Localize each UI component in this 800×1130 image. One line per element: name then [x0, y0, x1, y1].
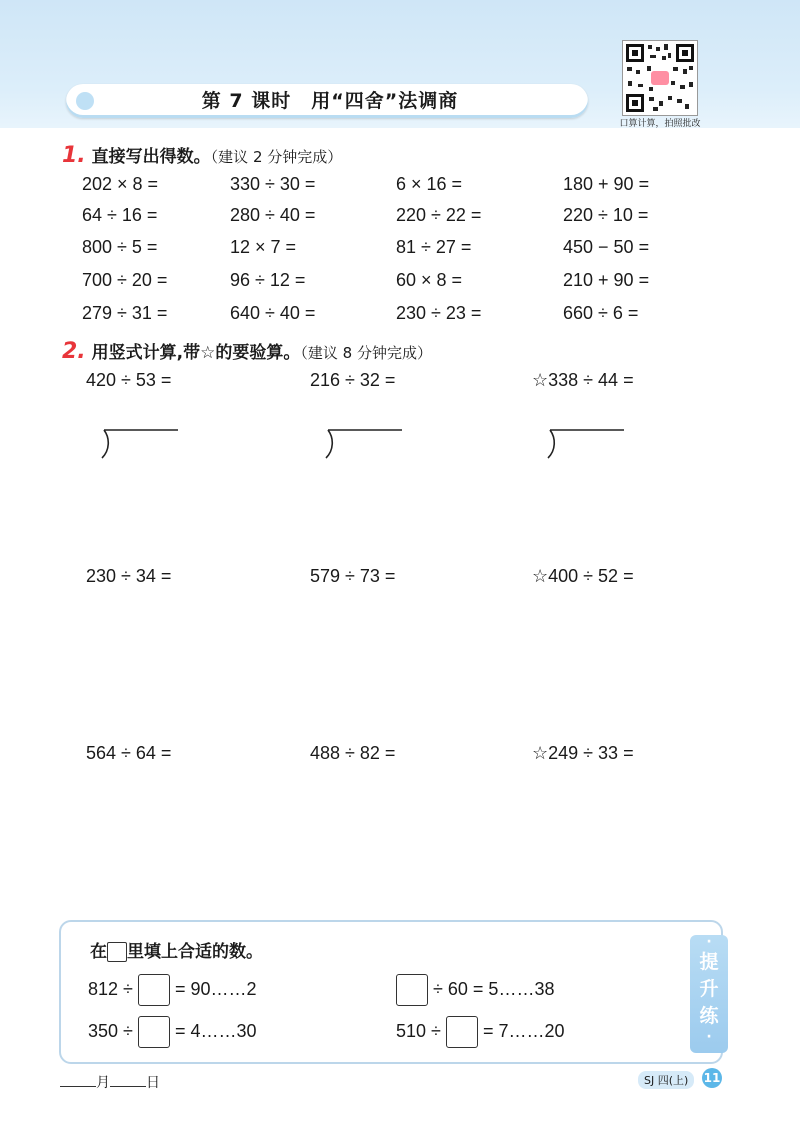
division-bracket-icon — [544, 424, 624, 460]
long-division-problem: 216 ÷ 32 = — [310, 370, 396, 390]
oral-problem: 800 ÷ 5 = — [82, 237, 158, 257]
grade-badge: SJ 四(上) — [638, 1071, 694, 1089]
oral-problem: 210 + 90 = — [563, 270, 650, 290]
long-division-problem: 564 ÷ 64 = — [86, 743, 172, 763]
oral-problem: 60 × 8 = — [396, 270, 463, 290]
long-division-problem: 488 ÷ 82 = — [310, 743, 396, 763]
oral-problem: 81 ÷ 27 = — [396, 237, 472, 257]
oral-problem: 330 ÷ 30 = — [230, 174, 316, 194]
long-division-problem: ☆338 ÷ 44 = — [532, 370, 634, 390]
section-1-note: （建议 2 分钟完成） — [210, 148, 343, 166]
side-tab-char: 提 — [699, 951, 719, 973]
section-1-number: 1. — [62, 143, 86, 168]
oral-problem: 12 × 7 = — [230, 237, 297, 257]
oral-problem: 96 ÷ 12 = — [230, 270, 306, 290]
side-tab-char: 升 — [699, 978, 719, 1000]
month-blank[interactable] — [60, 1072, 96, 1087]
side-tab-char: 练 — [699, 1005, 719, 1027]
section-2-heading — [62, 338, 432, 364]
page-title: 第 7 课时 用“四舍”法调商 — [201, 90, 459, 112]
blank-box-icon — [107, 942, 127, 962]
section-3-heading-start: 在 — [90, 942, 107, 962]
fill-problem-pre: 812 ÷ — [88, 978, 133, 999]
long-division-problem: ☆400 ÷ 52 = — [532, 566, 634, 586]
long-division-problem: 420 ÷ 53 = — [86, 370, 172, 390]
oral-problem: 660 ÷ 6 = — [563, 303, 639, 323]
fill-problem-post: ÷ 60 = 5……38 — [433, 978, 555, 999]
fill-problem-pre: 510 ÷ — [396, 1020, 441, 1041]
day-blank[interactable] — [110, 1072, 146, 1087]
section-2-note: （建议 8 分钟完成） — [300, 344, 432, 362]
oral-problem: 180 + 90 = — [563, 174, 650, 194]
answer-box[interactable] — [138, 1016, 170, 1048]
section-2-number: 2. — [62, 339, 86, 364]
fill-problem — [396, 1016, 565, 1048]
fill-problem — [396, 974, 554, 1006]
answer-box[interactable] — [446, 1016, 478, 1048]
oral-problem: 230 ÷ 23 = — [396, 303, 482, 323]
oral-problem: 220 ÷ 10 = — [563, 205, 649, 225]
side-tab: · 提 升 练 · — [690, 935, 728, 1053]
section-3-heading-end: 里填上合适的数。 — [127, 942, 263, 962]
fill-problem — [88, 1016, 257, 1048]
qr-caption: 口算计算，拍照批改 — [619, 119, 701, 129]
oral-problem: 450 − 50 = — [563, 237, 650, 257]
division-bracket-icon — [322, 424, 402, 460]
long-division-problem: 579 ÷ 73 = — [310, 566, 396, 586]
section-2-title: 用竖式计算,带☆的要验算。 — [91, 343, 301, 363]
answer-box[interactable] — [396, 974, 428, 1006]
day-label: 日 — [146, 1075, 160, 1091]
fill-problem-post: = 7……20 — [482, 1020, 565, 1041]
fill-problem-pre: 350 ÷ — [88, 1020, 133, 1041]
qr-code-icon — [622, 40, 698, 116]
oral-problem: 64 ÷ 16 = — [82, 205, 158, 225]
oral-problem: 279 ÷ 31 = — [82, 303, 168, 323]
title-accent-dot — [76, 92, 94, 110]
fill-problem-post: = 90……2 — [174, 978, 257, 999]
oral-problem: 700 ÷ 20 = — [82, 270, 168, 290]
fill-problem — [88, 974, 257, 1006]
answer-box[interactable] — [138, 974, 170, 1006]
section-1-title: 直接写出得数。 — [91, 147, 211, 167]
page-number: 11 — [702, 1068, 722, 1088]
section-3-heading — [90, 937, 263, 962]
date-field — [60, 1072, 160, 1092]
oral-problem: 202 × 8 = — [82, 174, 159, 194]
oral-problem: 220 ÷ 22 = — [396, 205, 482, 225]
section-1-heading — [62, 142, 342, 168]
fill-problem-post: = 4……30 — [174, 1020, 257, 1041]
oral-problem: 640 ÷ 40 = — [230, 303, 316, 323]
long-division-problem: 230 ÷ 34 = — [86, 566, 172, 586]
division-bracket-icon — [98, 424, 178, 460]
month-label: 月 — [96, 1075, 110, 1091]
oral-problem: 6 × 16 = — [396, 174, 463, 194]
oral-problem: 280 ÷ 40 = — [230, 205, 316, 225]
long-division-problem: ☆249 ÷ 33 = — [532, 743, 634, 763]
